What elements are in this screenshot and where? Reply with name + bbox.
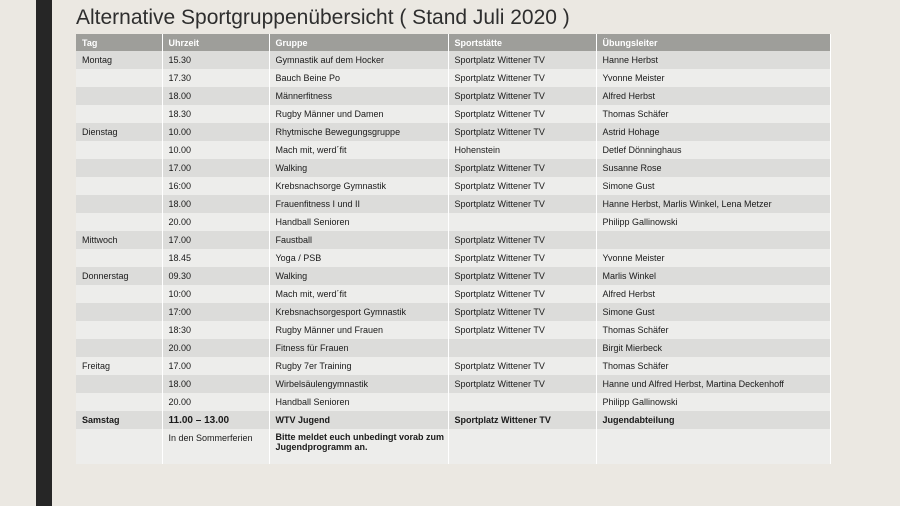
cell-tag	[76, 195, 162, 213]
cell-uhrzeit: 18:30	[162, 321, 269, 339]
cell-uhrzeit: 20.00	[162, 393, 269, 411]
cell-sportstaette	[448, 339, 596, 357]
table-row	[76, 177, 830, 195]
cell-tag	[76, 105, 162, 123]
cell-tag	[76, 429, 162, 464]
table-row	[76, 159, 830, 177]
cell-uhrzeit: 10:00	[162, 285, 269, 303]
cell-uhrzeit: 18.45	[162, 249, 269, 267]
cell-tag	[76, 339, 162, 357]
column-header-gruppe: Gruppe	[269, 34, 448, 51]
cell-gruppe: Handball Senioren	[269, 393, 448, 411]
cell-gruppe: WTV Jugend	[269, 411, 448, 429]
cell-uebungsleiter: Simone Gust	[596, 177, 830, 195]
cell-uhrzeit: 20.00	[162, 339, 269, 357]
cell-tag: Mittwoch	[76, 231, 162, 249]
cell-tag: Dienstag	[76, 123, 162, 141]
cell-sportstaette: Sportplatz Wittener TV	[448, 267, 596, 285]
cell-uebungsleiter: Alfred Herbst	[596, 285, 830, 303]
table-row	[76, 339, 830, 357]
cell-gruppe: Fitness für Frauen	[269, 339, 448, 357]
cell-uebungsleiter: Jugendabteilung	[596, 411, 830, 429]
cell-gruppe: Mach mit, werd´fit	[269, 285, 448, 303]
cell-uhrzeit: 17.00	[162, 357, 269, 375]
cell-tag: Montag	[76, 51, 162, 69]
cell-uebungsleiter	[596, 231, 830, 249]
table-row	[76, 285, 830, 303]
cell-uhrzeit: 18.00	[162, 195, 269, 213]
cell-sportstaette: Sportplatz Wittener TV	[448, 231, 596, 249]
table-row	[76, 267, 830, 285]
cell-gruppe: Rugby Männer und Damen	[269, 105, 448, 123]
cell-gruppe: Rugby Männer und Frauen	[269, 321, 448, 339]
cell-uebungsleiter: Thomas Schäfer	[596, 105, 830, 123]
table-row	[76, 231, 830, 249]
cell-uebungsleiter: Marlis Winkel	[596, 267, 830, 285]
cell-sportstaette: Sportplatz Wittener TV	[448, 375, 596, 393]
cell-tag	[76, 69, 162, 87]
cell-gruppe: Männerfitness	[269, 87, 448, 105]
cell-uhrzeit: 20.00	[162, 213, 269, 231]
table-row	[76, 249, 830, 267]
cell-uhrzeit: 16:00	[162, 177, 269, 195]
table-row	[76, 429, 830, 464]
cell-tag	[76, 285, 162, 303]
cell-tag	[76, 177, 162, 195]
cell-uebungsleiter: Hanne Herbst	[596, 51, 830, 69]
cell-uhrzeit: 15.30	[162, 51, 269, 69]
cell-gruppe: Mach mit, werd´fit	[269, 141, 448, 159]
cell-uebungsleiter: Astrid Hohage	[596, 123, 830, 141]
cell-tag	[76, 321, 162, 339]
schedule-table	[76, 34, 831, 464]
cell-tag	[76, 303, 162, 321]
cell-tag	[76, 249, 162, 267]
cell-sportstaette: Sportplatz Wittener TV	[448, 105, 596, 123]
cell-sportstaette: Sportplatz Wittener TV	[448, 87, 596, 105]
cell-tag: Samstag	[76, 411, 162, 429]
cell-sportstaette: Hohenstein	[448, 141, 596, 159]
cell-tag: Donnerstag	[76, 267, 162, 285]
cell-gruppe: Rugby 7er Training	[269, 357, 448, 375]
cell-gruppe: Walking	[269, 267, 448, 285]
cell-uebungsleiter	[596, 429, 830, 464]
cell-sportstaette: Sportplatz Wittener TV	[448, 411, 596, 429]
cell-tag	[76, 393, 162, 411]
cell-uhrzeit: 17.00	[162, 231, 269, 249]
table-row	[76, 141, 830, 159]
cell-uhrzeit: In den Sommerferien	[162, 429, 269, 464]
cell-uhrzeit: 17.00	[162, 159, 269, 177]
cell-sportstaette: Sportplatz Wittener TV	[448, 357, 596, 375]
cell-uebungsleiter: Detlef Dönninghaus	[596, 141, 830, 159]
cell-uebungsleiter: Alfred Herbst	[596, 87, 830, 105]
cell-uhrzeit: 17.30	[162, 69, 269, 87]
cell-sportstaette: Sportplatz Wittener TV	[448, 69, 596, 87]
cell-sportstaette: Sportplatz Wittener TV	[448, 195, 596, 213]
cell-uebungsleiter: Birgit Mierbeck	[596, 339, 830, 357]
cell-sportstaette: Sportplatz Wittener TV	[448, 285, 596, 303]
cell-tag	[76, 375, 162, 393]
cell-uhrzeit: 10.00	[162, 123, 269, 141]
cell-sportstaette	[448, 393, 596, 411]
table-row	[76, 105, 830, 123]
table-header-row	[76, 34, 830, 51]
cell-sportstaette: Sportplatz Wittener TV	[448, 177, 596, 195]
cell-gruppe: Faustball	[269, 231, 448, 249]
cell-uebungsleiter: Yvonne Meister	[596, 249, 830, 267]
cell-uebungsleiter: Susanne Rose	[596, 159, 830, 177]
page-title: Alternative Sportgruppenübersicht ( Stand Juli 2020 )	[76, 6, 570, 29]
cell-sportstaette: Sportplatz Wittener TV	[448, 321, 596, 339]
cell-uebungsleiter: Hanne und Alfred Herbst, Martina Deckenhoff	[596, 375, 830, 393]
cell-uhrzeit: 11.00 – 13.00	[162, 411, 269, 429]
cell-gruppe: Rhytmische Bewegungsgruppe	[269, 123, 448, 141]
table-row	[76, 411, 830, 429]
cell-uhrzeit: 17:00	[162, 303, 269, 321]
cell-tag	[76, 141, 162, 159]
cell-uebungsleiter: Thomas Schäfer	[596, 321, 830, 339]
cell-sportstaette: Sportplatz Wittener TV	[448, 51, 596, 69]
cell-gruppe: Krebsnachsorgesport Gymnastik	[269, 303, 448, 321]
cell-gruppe: Walking	[269, 159, 448, 177]
cell-uhrzeit: 10.00	[162, 141, 269, 159]
left-accent-bar	[36, 0, 52, 506]
cell-tag	[76, 159, 162, 177]
cell-sportstaette: Sportplatz Wittener TV	[448, 249, 596, 267]
cell-uhrzeit: 09.30	[162, 267, 269, 285]
table-row	[76, 321, 830, 339]
cell-uhrzeit: 18.00	[162, 375, 269, 393]
cell-gruppe: Krebsnachsorge Gymnastik	[269, 177, 448, 195]
table-row	[76, 303, 830, 321]
table-row	[76, 195, 830, 213]
cell-uebungsleiter: Philipp Gallinowski	[596, 213, 830, 231]
cell-sportstaette: Sportplatz Wittener TV	[448, 303, 596, 321]
cell-gruppe: Yoga / PSB	[269, 249, 448, 267]
cell-tag: Freitag	[76, 357, 162, 375]
cell-uebungsleiter: Simone Gust	[596, 303, 830, 321]
cell-tag	[76, 213, 162, 231]
cell-gruppe: Bitte meldet euch unbedingt vorab zum Jugendprogramm an.	[269, 429, 448, 464]
column-header-uebungsleiter: Übungsleiter	[596, 34, 830, 51]
cell-gruppe: Wirbelsäulengymnastik	[269, 375, 448, 393]
cell-sportstaette	[448, 429, 596, 464]
cell-uebungsleiter: Hanne Herbst, Marlis Winkel, Lena Metzer	[596, 195, 830, 213]
table-row	[76, 213, 830, 231]
column-header-sportstaette: Sportstätte	[448, 34, 596, 51]
column-header-uhrzeit: Uhrzeit	[162, 34, 269, 51]
column-header-tag: Tag	[76, 34, 162, 51]
table-row	[76, 87, 830, 105]
cell-sportstaette	[448, 213, 596, 231]
cell-sportstaette: Sportplatz Wittener TV	[448, 123, 596, 141]
cell-gruppe: Frauenfitness I und II	[269, 195, 448, 213]
cell-uhrzeit: 18.30	[162, 105, 269, 123]
table-row	[76, 393, 830, 411]
cell-gruppe: Bauch Beine Po	[269, 69, 448, 87]
cell-tag	[76, 87, 162, 105]
table-row	[76, 375, 830, 393]
table-row	[76, 123, 830, 141]
cell-uhrzeit: 18.00	[162, 87, 269, 105]
cell-uebungsleiter: Thomas Schäfer	[596, 357, 830, 375]
table-row	[76, 69, 830, 87]
cell-uebungsleiter: Philipp Gallinowski	[596, 393, 830, 411]
cell-gruppe: Gymnastik auf dem Hocker	[269, 51, 448, 69]
cell-gruppe: Handball Senioren	[269, 213, 448, 231]
table-row	[76, 51, 830, 69]
cell-uebungsleiter: Yvonne Meister	[596, 69, 830, 87]
cell-sportstaette: Sportplatz Wittener TV	[448, 159, 596, 177]
table-row	[76, 357, 830, 375]
